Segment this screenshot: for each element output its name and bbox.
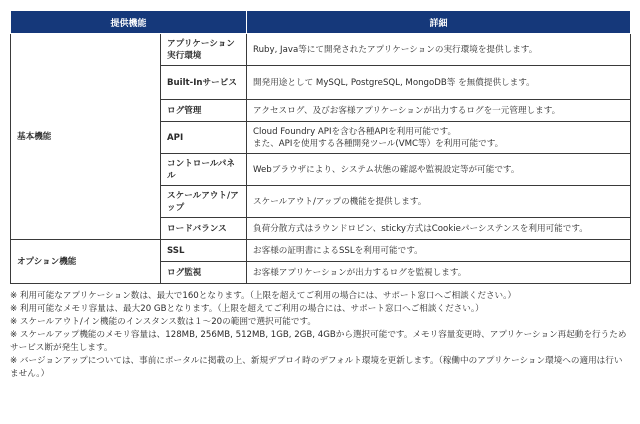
note-item: ※ 利用可能なメモリ容量は、最大20 GBとなります。（上限を超えてご利用の場合には、サポート窓口へご相談ください。）: [10, 304, 484, 314]
feature-description-line: Cloud Foundry APIを含む各種APIを利用可能です。: [253, 126, 457, 137]
feature-description: 負荷分散方式はラウンドロビン、sticky方式はCookieパーシステンスを利用可能です。: [247, 218, 631, 240]
feature-name: SSL: [161, 240, 247, 262]
feature-description: お客様の証明書によるSSLを利用可能です。: [247, 240, 631, 262]
category-basic: 基本機能: [11, 34, 161, 240]
note-item: ※ バージョンアップについては、事前にポータルに掲載の上、新規デプロイ時のデフォルト環境を更新します。（稼働中のアプリケーション環境への適用は行いません。）: [10, 356, 623, 379]
feature-name: ログ監視: [161, 262, 247, 284]
feature-name: コントロールパネル: [161, 154, 247, 186]
feature-description: スケールアウト/アップの機能を提供します。: [247, 186, 631, 218]
category-option: オプション機能: [11, 240, 161, 284]
feature-description: [247, 122, 631, 154]
feature-description: アクセスログ、及びお客様アプリケーションが出力するログを一元管理します。: [247, 100, 631, 122]
table-header-row: [11, 11, 631, 34]
feature-name: アプリケーション実行環境: [161, 34, 247, 66]
feature-name: スケールアウト/アップ: [161, 186, 247, 218]
feature-name: Built-Inサービス: [161, 66, 247, 100]
table-row: [11, 34, 631, 66]
note-item: ※ スケールアウト/イン機能のインスタンス数は１～20の範囲で選択可能です。: [10, 317, 316, 327]
spec-table-container: [10, 10, 630, 381]
feature-description: 開発用途として MySQL, PostgreSQL, MongoDB等 を無償提供します。: [247, 66, 631, 100]
feature-description: Ruby, Java等にて開発されたアプリケーションの実行環境を提供します。: [247, 34, 631, 66]
table-row: [11, 240, 631, 262]
header-detail: 詳細: [247, 11, 631, 34]
spec-table: [10, 10, 631, 284]
note-item: ※ 利用可能なアプリケーション数は、最大で160となります。（上限を超えてご利用の場合には、サポート窓口へご相談ください。）: [10, 291, 517, 301]
note-item: ※ スケールアップ機能のメモリ容量は、128MB, 256MB, 512MB, 1GB, 2GB, 4GBから選択可能です。メモリ容量変更時、アプリケーション再起動を行うためサービス断が発生します。: [10, 330, 627, 353]
feature-name: ロードバランス: [161, 218, 247, 240]
feature-description: Webブラウザにより、システム状態の確認や監視設定等が可能です。: [247, 154, 631, 186]
feature-description-line: また、APIを使用する各種開発ツール(VMC等）を利用可能です。: [253, 138, 504, 149]
feature-name: ログ管理: [161, 100, 247, 122]
header-feature: 提供機能: [11, 11, 247, 34]
feature-name: API: [161, 122, 247, 154]
notes-section: [10, 290, 630, 381]
feature-description: お客様アプリケーションが出力するログを監視します。: [247, 262, 631, 284]
